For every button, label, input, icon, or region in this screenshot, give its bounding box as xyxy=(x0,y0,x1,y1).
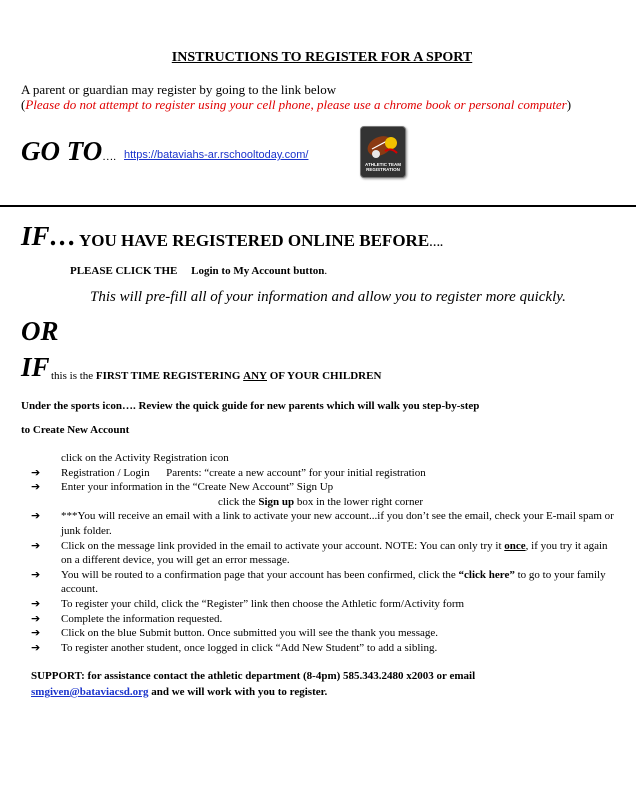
step-submit: ➔ Click on the blue Submit button. Once submitted you will see the thank you message. xyxy=(31,626,439,640)
support-text: SUPPORT: for assistance contact the athletic department (8-4pm) 585.343.2480 x2003 or email xyxy=(31,670,476,682)
registered-before-text: YOU HAVE REGISTERED ONLINE BEFORE xyxy=(79,231,430,250)
paren-close: ) xyxy=(566,97,572,112)
arrow-icon: ➔ xyxy=(31,626,41,640)
step-registration-login: ➔ Registration / Login Parents: “create a new account” for your initial registration xyxy=(31,465,426,479)
step-confirmation: ➔ You will be routed to a confirmation page that your account has been confirmed, click the “click here” to go to your family account. xyxy=(31,567,606,596)
or-label: OR xyxy=(21,316,59,346)
step-enter-info: ➔ Enter your information in the “Create New Account” Sign Up xyxy=(31,480,334,494)
first-time-text-c: OF YOUR CHILDREN xyxy=(269,370,382,382)
if-label-2: IF xyxy=(21,352,50,382)
arrow-icon: ➔ xyxy=(31,538,41,552)
if-label-1: IF… xyxy=(21,221,77,251)
arrow-icon: ➔ xyxy=(31,640,41,654)
page-title: INSTRUCTIONS TO REGISTER FOR A SPORT xyxy=(171,50,473,65)
period: . xyxy=(324,265,328,277)
signup-reference: Sign up xyxy=(258,495,295,508)
device-warning xyxy=(21,97,571,113)
step-activate-link: ➔ Click on the message link provided in the email to activate your account. NOTE: You can only try it once, if you try it again on a different device, you will get an error message. xyxy=(31,538,608,567)
support-email-link[interactable]: smgiven@bataviacsd.org xyxy=(31,686,149,698)
click-here-reference: “click here” xyxy=(458,568,515,581)
registered-before-heading xyxy=(79,231,443,251)
first-time-any: ANY xyxy=(243,370,267,382)
please-click-text: PLEASE CLICK THE xyxy=(70,265,178,277)
step-activation-email: ➔ ***You will receive an email with a link to activate your new account...if you don’t see the email, check your E-mail spam or junk folder. xyxy=(31,509,614,537)
device-warning-text: Please do not attempt to register using your cell phone, please use a chrome book or personal computer xyxy=(25,97,567,112)
create-account-text: to Create New Account xyxy=(21,424,130,436)
once-emphasis: once xyxy=(504,539,526,552)
quick-guide-text: Under the sports icon…. Review the quick guide for new parents which will walk you step-by-step xyxy=(21,400,480,412)
first-time-text-a: this is the xyxy=(51,370,94,382)
athletic-registration-logo[interactable] xyxy=(360,126,406,178)
goto-heading xyxy=(21,136,116,167)
logo-text: ATHLETIC TEAM REGISTRATION xyxy=(365,162,401,172)
registration-link[interactable]: https://bataviahs-ar.rschooltoday.com/ xyxy=(124,149,309,161)
step-add-student: ➔ To register another student, once logged in click “Add New Student” to add a sibling. xyxy=(31,640,438,654)
step-signup-box: click the Sign up box in the lower right corner xyxy=(218,495,424,508)
steps-list xyxy=(31,451,621,655)
arrow-icon: ➔ xyxy=(31,567,41,581)
login-button-reference: Login to My Account button xyxy=(191,265,325,277)
first-time-text-b: FIRST TIME REGISTERING xyxy=(95,370,241,382)
arrow-icon: ➔ xyxy=(31,596,41,610)
section-divider xyxy=(0,205,636,207)
first-time-heading xyxy=(51,370,381,382)
step-register-child: ➔ To register your child, click the “Register” link then choose the Athletic form/Activity form xyxy=(31,596,465,610)
prefill-note: This will pre-fill all of your information and allow you to register more quickly. xyxy=(90,289,566,305)
login-instruction xyxy=(70,265,327,277)
arrow-icon: ➔ xyxy=(31,480,41,494)
goto-label: GO TO xyxy=(21,136,103,166)
paren-open: ( xyxy=(21,97,26,112)
support-closing: and we will work with you to register. xyxy=(151,686,328,698)
arrow-icon: ➔ xyxy=(31,611,41,625)
heading-dots: …. xyxy=(429,237,443,249)
arrow-icon: ➔ xyxy=(31,465,41,479)
arrow-icon: ➔ xyxy=(31,509,41,523)
goto-dots: …. xyxy=(102,151,117,163)
step-click-icon: click on the Activity Registration icon xyxy=(61,452,229,464)
support-email-line xyxy=(31,686,327,698)
intro-text: A parent or guardian may register by going to the link below xyxy=(21,82,337,97)
step-complete-info: ➔ Complete the information requested. xyxy=(31,611,223,625)
